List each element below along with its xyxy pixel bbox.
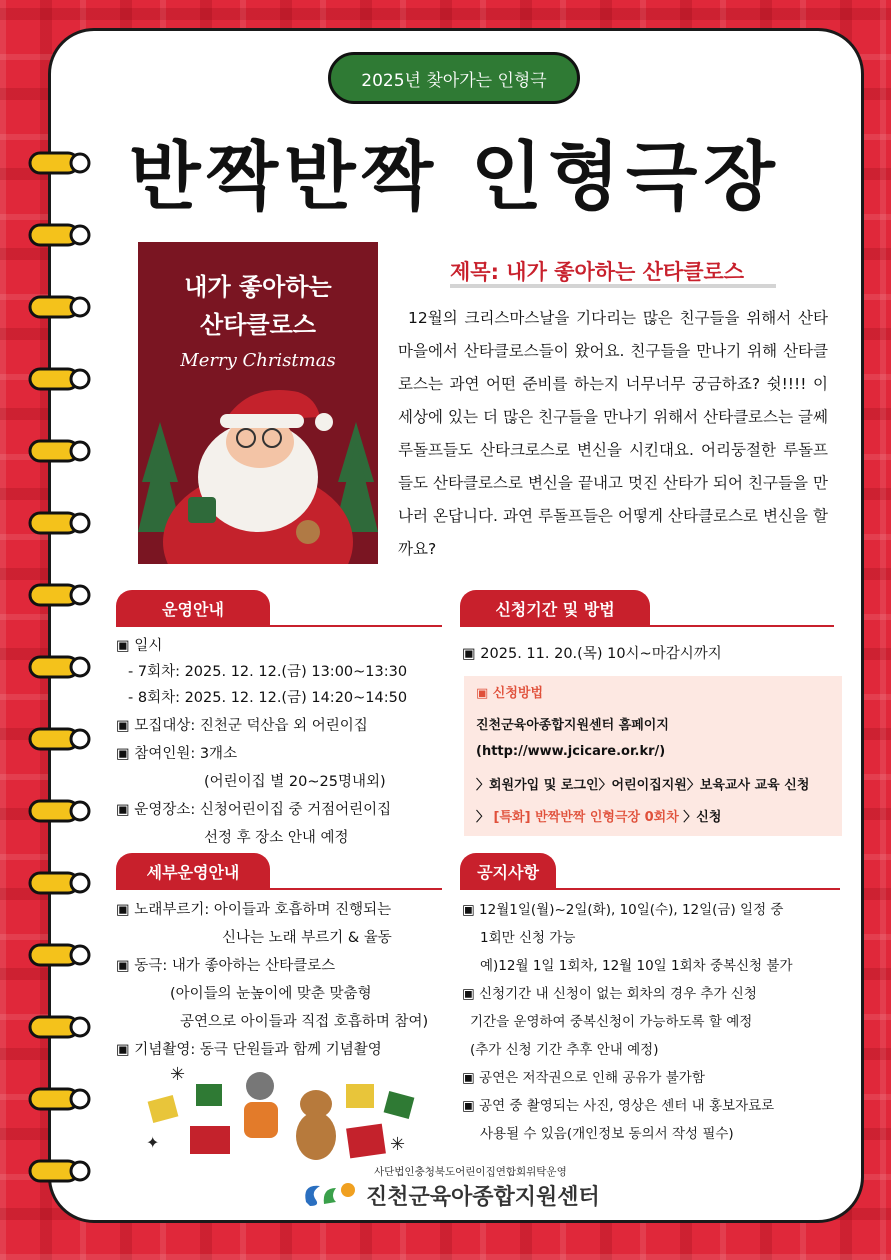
notice-line-6: (추가 신청 기간 추후 안내 예정) [470,1042,659,1058]
apply-divider [460,625,834,627]
spiral-ring-icon [28,1086,92,1112]
detail-heading: 세부운영안내 [116,853,270,889]
apply-method-path: 〉회원가입 및 로그인〉어린이집지원〉보육교사 교육 신청 [476,778,810,793]
operation-participants: ▣ 참여인원: 3개소 [116,746,238,762]
notice-line-4: ▣ 신청기간 내 신청이 없는 회차의 경우 추가 신청 [462,986,757,1002]
poster-title-line2: 산타클로스 [200,311,316,339]
spiral-ring-icon [28,798,92,824]
apply-period: ▣ 2025. 11. 20.(목) 10시~마감시까지 [462,646,722,662]
poster-title-line1: 내가 좋아하는 [184,273,332,301]
notice-heading: 공지사항 [460,853,556,889]
spiral-ring-icon [28,942,92,968]
child-figure [246,1072,274,1100]
detail-song: ▣ 노래부르기: 아이들과 호흡하며 진행되는 [116,902,392,918]
notice-line-9: 사용될 수 있음(개인정보 동의서 작성 필수) [480,1126,734,1142]
spiral-ring-icon [28,510,92,536]
spiral-ring-icon [28,1014,92,1040]
operation-date-label: ▣ 일시 [116,638,163,654]
gift-icon [346,1124,386,1159]
operation-session-8: - 8회차: 2025. 12. 12.(금) 14:20~14:50 [128,690,408,706]
decorative-illustration [140,1064,430,1174]
event-tag: 2025년 찾아가는 인형극 [328,52,580,104]
operation-participants-detail: (어린이집 별 20~25명내외) [204,774,386,790]
spiral-ring-icon [28,1158,92,1184]
apply-last-prefix: 〉 [476,810,490,825]
notice-line-5: 기간을 운영하여 중복신청이 가능하도록 할 예정 [470,1014,753,1030]
spiral-ring-icon [28,150,92,176]
gift-icon [148,1095,179,1123]
spiral-ring-icon [28,438,92,464]
operation-session-7: - 7회차: 2025. 12. 12.(금) 13:00~13:30 [128,664,408,680]
detail-photo: ▣ 기념촬영: 동극 단원들과 함께 기념촬영 [116,1042,382,1058]
apply-last-highlight: [특화] 반짝반짝 인형극장 0회차 [493,810,679,825]
page-title: 반짝반짝 인형극장 [129,134,781,220]
apply-last-suffix: 〉신청 [683,810,722,825]
spiral-ring-icon [28,294,92,320]
apply-heading: 신청기간 및 방법 [460,590,650,626]
detail-divider [116,888,442,890]
center-name: 진천군육아종합지원센터 [366,1185,600,1210]
sparkle-icon: ✦ [146,1133,160,1152]
notice-line-3: 예)12월 1일 1회차, 12월 10일 1회차 중복신청 불가 [480,958,793,974]
operation-target: ▣ 모집대상: 진천군 덕산읍 외 어린이집 [116,718,368,734]
gift-icon [346,1084,374,1108]
notice-line-7: ▣ 공연은 저작권으로 인해 공유가 불가함 [462,1070,705,1086]
detail-play: ▣ 동극: 내가 좋아하는 산타클로스 [116,958,336,974]
operation-divider [116,625,442,627]
story-title [450,256,780,288]
footer-subtitle: 사단법인충청북도어린이집연합회위탁운영 [374,1166,567,1178]
gift-icon [196,1084,222,1106]
notice-line-1: ▣ 12월1일(월)~2일(화), 10일(수), 12일(금) 일정 중 [462,902,784,918]
spiral-ring-icon [28,222,92,248]
apply-method-url: (http://www.jcicare.or.kr/) [476,744,666,759]
notice-divider [460,888,840,890]
operation-venue-detail: 선정 후 장소 안내 예정 [204,830,349,846]
spiral-ring-icon [28,582,92,608]
apply-method-label: ▣ 신청방법 [476,686,544,701]
notice-line-8: ▣ 공연 중 촬영되는 사진, 영상은 센터 내 홍보자료로 [462,1098,775,1114]
detail-song-desc: 신나는 노래 부르기 & 율동 [222,930,392,946]
spiral-ring-icon [28,366,92,392]
santa-poster-image [138,242,378,564]
sparkle-icon: ✳ [170,1064,186,1085]
operation-heading: 운영안내 [116,590,270,626]
detail-play-desc1: (아이들의 눈높이에 맞춘 맞춤형 [170,986,372,1002]
santa-illustration [138,242,378,564]
notice-line-2: 1회만 신청 가능 [480,930,576,946]
title-underline [450,284,776,288]
operation-venue: ▣ 운영장소: 신청어린이집 중 거점어린이집 [116,802,392,818]
merry-christmas-text: Merry Christmas [180,350,336,371]
apply-method-box [464,676,842,836]
center-logo-icon [298,1176,362,1212]
detail-play-desc2: 공연으로 아이들과 직접 호흡하며 참여) [180,1014,429,1030]
gift-icon [190,1126,230,1154]
story-text: 12월의 크리스마스날을 기다리는 많은 친구들을 위해서 산타마을에서 산타클로스들이 왔어요. 친구들을 만나기 위해 산타클로스는 과연 어떤 준비를 하는지 너무너무 궁금하죠? 쉿!!!! 이 세상에 있는 더 많은 친구들을 만나기 위해서 산타클로스는 글쎄 루돌프들도 산타크로스로 변신을 시킨대요. 어리둥절한 루돌프들도 산타클로스로 변신을 끝내고 멋진 산타가 되어 친구들을 만나러 온답니다. 과연 루돌프들은 어떻게 산타클로스로 변신을 할까요? [398,309,828,558]
spiral-ring-icon [28,654,92,680]
apply-method-last [476,806,721,825]
apply-method-line1: 진천군육아종합지원센터 홈페이지 [476,718,669,733]
spiral-ring-icon [28,726,92,752]
sparkle-icon: ✳ [390,1134,406,1155]
story-title-text: 제목: 내가 좋아하는 산타클로스 [450,260,745,284]
spiral-ring-icon [28,870,92,896]
gift-icon [384,1091,415,1119]
